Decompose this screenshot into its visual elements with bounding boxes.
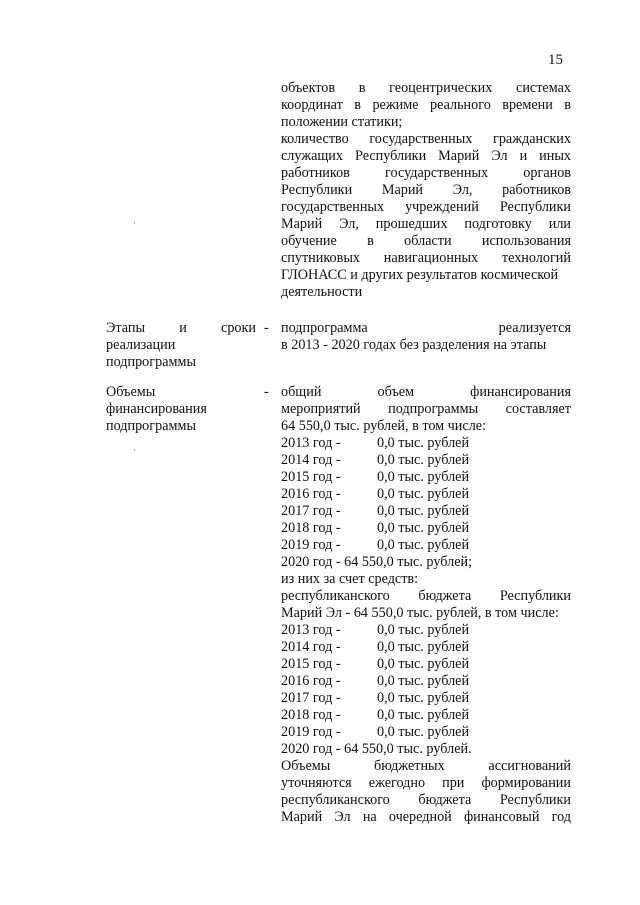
funding-value <box>281 384 571 826</box>
year-amount: 0,0 тыс. рублей <box>377 673 470 689</box>
text-line: общий объем финансирования <box>281 384 571 400</box>
year-label: 2013 год - <box>281 622 341 638</box>
year-amount: 0,0 тыс. рублей <box>377 503 470 519</box>
year-amount: 0,0 тыс. рублей <box>377 537 470 553</box>
text-line: Республики Марий Эл, работников <box>281 182 571 198</box>
year-label: 2017 год - <box>281 503 341 519</box>
text-line: мероприятий подпрограммы составляет <box>281 401 571 417</box>
year-label: 2017 год - <box>281 690 341 706</box>
text-line: в 2013 - 2020 годах без разделения на этапы <box>281 337 547 353</box>
page-number: 15 <box>548 52 563 68</box>
year-amount: 0,0 тыс. рублей <box>377 469 470 485</box>
year-row <box>281 520 571 537</box>
stages-label <box>106 320 256 371</box>
text-line: спутниковых навигационных технологий <box>281 250 571 266</box>
year-amount: 0,0 тыс. рублей <box>377 435 470 451</box>
year-row <box>281 622 571 639</box>
text-line: служащих Республики Марий Эл и иных <box>281 148 571 164</box>
scan-speck: · <box>133 218 136 228</box>
text-line: Марий Эл на очередной финансовый год <box>281 809 571 825</box>
scan-speck: · <box>133 445 136 455</box>
year-amount: 0,0 тыс. рублей <box>377 622 470 638</box>
text-line: 2020 год - 64 550,0 тыс. рублей. <box>281 741 472 757</box>
text-line: деятельности <box>281 284 363 300</box>
year-row <box>281 690 571 707</box>
year-row <box>281 707 571 724</box>
text-line: республиканского бюджета Республики <box>281 792 571 808</box>
label-line: Этапы и сроки <box>106 320 256 336</box>
year-row <box>281 656 571 673</box>
year-amount: 0,0 тыс. рублей <box>377 486 470 502</box>
year-row <box>281 435 571 452</box>
label-line: финансирования <box>106 401 207 417</box>
text-line: количество государственных гражданских <box>281 131 571 147</box>
year-amount: 0,0 тыс. рублей <box>377 707 470 723</box>
text-line: работников государственных органов <box>281 165 571 181</box>
year-row <box>281 452 571 469</box>
year-row <box>281 537 571 554</box>
text-line: положении статики; <box>281 114 403 130</box>
year-row <box>281 673 571 690</box>
year-row <box>281 469 571 486</box>
label-line: реализации <box>106 337 176 353</box>
year-label: 2015 год - <box>281 656 341 672</box>
text-line: Объемы бюджетных ассигнований <box>281 758 571 774</box>
label-line: подпрограммы <box>106 418 196 434</box>
text-line: республиканского бюджета Республики <box>281 588 571 604</box>
year-amount: 0,0 тыс. рублей <box>377 724 470 740</box>
year-amount: 0,0 тыс. рублей <box>377 656 470 672</box>
year-row <box>281 503 571 520</box>
year-label: 2014 год - <box>281 639 341 655</box>
year-label: 2018 год - <box>281 520 341 536</box>
text-line: ГЛОНАСС и других результатов космической <box>281 267 559 283</box>
text-line: 64 550,0 тыс. рублей, в том числе: <box>281 418 487 434</box>
text-line: обучение в области использования <box>281 233 571 249</box>
text-line: уточняются ежегодно при формировании <box>281 775 571 791</box>
year-label: 2013 год - <box>281 435 341 451</box>
text-line: 2020 год - 64 550,0 тыс. рублей; <box>281 554 473 570</box>
text-line: государственных учреждений Республики <box>281 199 571 215</box>
year-row <box>281 724 571 741</box>
year-label: 2018 год - <box>281 707 341 723</box>
year-amount: 0,0 тыс. рублей <box>377 690 470 706</box>
text-line: координат в режиме реального времени в <box>281 97 571 113</box>
year-label: 2016 год - <box>281 673 341 689</box>
year-label: 2019 год - <box>281 537 341 553</box>
label-line: подпрограммы <box>106 354 196 370</box>
indicators-continuation <box>281 80 571 301</box>
funding-label <box>106 384 271 435</box>
year-amount: 0,0 тыс. рублей <box>377 639 470 655</box>
year-label: 2015 год - <box>281 469 341 485</box>
year-amount: 0,0 тыс. рублей <box>377 452 470 468</box>
stages-value <box>281 320 571 354</box>
year-row <box>281 639 571 656</box>
year-label: 2016 год - <box>281 486 341 502</box>
year-label: 2019 год - <box>281 724 341 740</box>
text-line: подпрограмма реализуется <box>281 320 571 336</box>
label-line: Объемы <box>106 384 156 400</box>
text-line: объектов в геоцентрических системах <box>281 80 571 96</box>
funding-dash: - <box>264 384 269 400</box>
text-line: из них за счет средств: <box>281 571 419 587</box>
year-row <box>281 486 571 503</box>
year-amount: 0,0 тыс. рублей <box>377 520 470 536</box>
text-line: Марий Эл - 64 550,0 тыс. рублей, в том числе: <box>281 605 559 621</box>
stages-dash: - <box>264 320 269 336</box>
year-label: 2014 год - <box>281 452 341 468</box>
text-line: Марий Эл, прошедших подготовку или <box>281 216 571 232</box>
